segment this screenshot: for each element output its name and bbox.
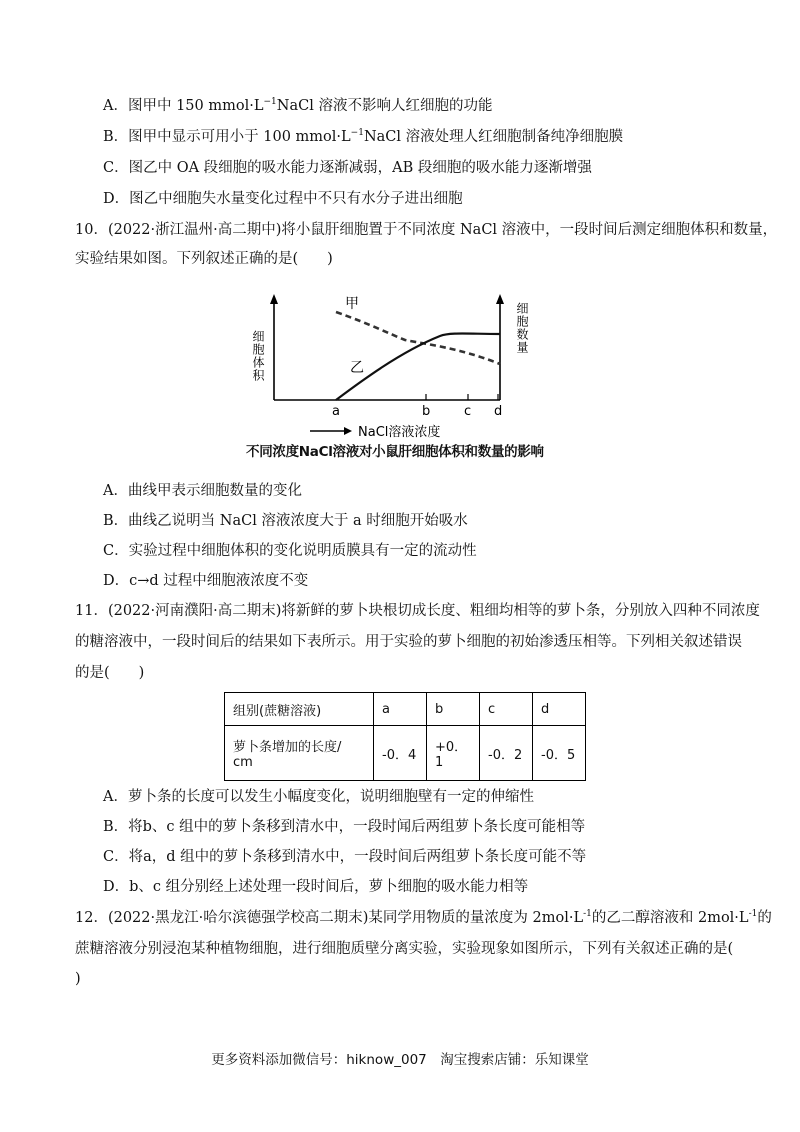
table-cell: -0．5: [533, 726, 586, 781]
table-cell: +0．1: [427, 726, 480, 781]
table-header-cell: a: [374, 693, 427, 726]
q9-option-b: B．图甲中显示可用小于 100 $mmol\cdot L^{-1}NaCl$ 溶液处理人红细胞制备纯净细胞膜: [103, 128, 624, 145]
tick-label-c: c: [464, 404, 472, 419]
q10-figure: [250, 292, 560, 462]
table-cell: -0．4: [374, 726, 427, 781]
table-row: [225, 726, 586, 781]
q10-stem-line2: 实验结果如图。下列叙述正确的是( ): [75, 251, 333, 267]
y-right-label: 细胞数量: [515, 302, 529, 354]
q11-stem-line2: 的糖溶液中，一段时间后的结果如下表所示。用于实验的萝卜细胞的初始渗透压相等。下列相关叙述错误: [75, 634, 742, 650]
figure-caption: 不同浓度NaCl溶液对小鼠肝细胞体积和数量的影响: [246, 444, 544, 460]
q10-stem-line1: 10．(2022·浙江温州·高二期中)将小鼠肝细胞置于不同浓度 NaCl 溶液中，一段时间后测定细胞体积和数量，: [75, 222, 778, 238]
q11-option-c: C．将a，d 组中的萝卜条移到清水中，一段时间后两组萝卜条长度可能不等: [103, 849, 587, 865]
q11-stem-line3: 的是( ): [75, 665, 145, 681]
table-row-label: 萝卜条增加的长度/ cm: [225, 726, 374, 781]
q9-option-c: C．图乙中 OA 段细胞的吸水能力逐渐减弱，AB 段细胞的吸水能力逐渐增强: [103, 160, 592, 176]
q11-option-d: D．b、c 组分别经上述处理一段时间后，萝卜细胞的吸水能力相等: [103, 879, 529, 895]
q12-stem-line2: 蔗糖溶液分别浸泡某种植物细胞，进行细胞质壁分离实验，实验现象如图所示，下列有关叙述正确的是(: [75, 941, 734, 957]
y-left-label: 细胞体积: [251, 330, 265, 382]
tick-label-d: d: [494, 404, 503, 419]
page-footer: 更多资料添加微信号：hiknow_007 淘宝搜索店铺：乐知课堂: [211, 1052, 589, 1068]
table-header-row: [225, 693, 586, 726]
table-header-cell: c: [480, 693, 533, 726]
q11-results-table: [224, 692, 586, 781]
table-header-cell: b: [427, 693, 480, 726]
tick-label-a: a: [332, 404, 340, 419]
tick-label-b: b: [422, 404, 431, 419]
q10-option-c: C．实验过程中细胞体积的变化说明质膜具有一定的流动性: [103, 543, 477, 559]
q10-option-a: A．曲线甲表示细胞数量的变化: [103, 483, 302, 499]
q9-option-d: D．图乙中细胞失水量变化过程中不只有水分子进出细胞: [103, 191, 463, 207]
q10-option-d: D．c→d 过程中细胞液浓度不变: [103, 573, 309, 589]
table-cell: -0．2: [480, 726, 533, 781]
q12-stem-line3: ): [75, 971, 81, 987]
curve-jia: [336, 312, 500, 364]
q11-option-a: A．萝卜条的长度可以发生小幅度变化，说明细胞壁有一定的伸缩性: [103, 789, 534, 805]
x-direction-arrow-head: [344, 427, 352, 435]
curve-jia-label: 甲: [345, 296, 359, 312]
right-axis-arrow: [496, 294, 504, 304]
cell-volume-number-chart: [250, 292, 560, 442]
left-axis-arrow: [270, 294, 278, 304]
table-header-cell: d: [533, 693, 586, 726]
q9-option-a: A．图甲中 150 $mmol\cdot L^{-1}NaCl$ 溶液不影响人红细胞的功能: [103, 97, 493, 114]
x-axis-label: NaCl溶液浓度: [358, 425, 441, 440]
q10-option-b: B．曲线乙说明当 NaCl 溶液浓度大于 a 时细胞开始吸水: [103, 513, 468, 529]
q12-stem-line1: 12．(2022·黑龙江·哈尔滨德强学校高二期末)某同学用物质的量浓度为 $2mol\cdot L^{-1}$的乙二醇溶液和 $2mol\cdot L^{-1}$的: [75, 909, 772, 926]
table-header-cell: 组别(蔗糖溶液): [225, 693, 374, 726]
curve-yi-label: 乙: [350, 360, 364, 376]
q11-option-b: B．将b、c 组中的萝卜条移到清水中，一段时闻后两组萝卜条长度可能相等: [103, 819, 586, 835]
q11-stem-line1: 11．(2022·河南濮阳·高二期末)将新鲜的萝卜块根切成长度、粗细均相等的萝卜条，分别放入四种不同浓度: [75, 603, 760, 619]
